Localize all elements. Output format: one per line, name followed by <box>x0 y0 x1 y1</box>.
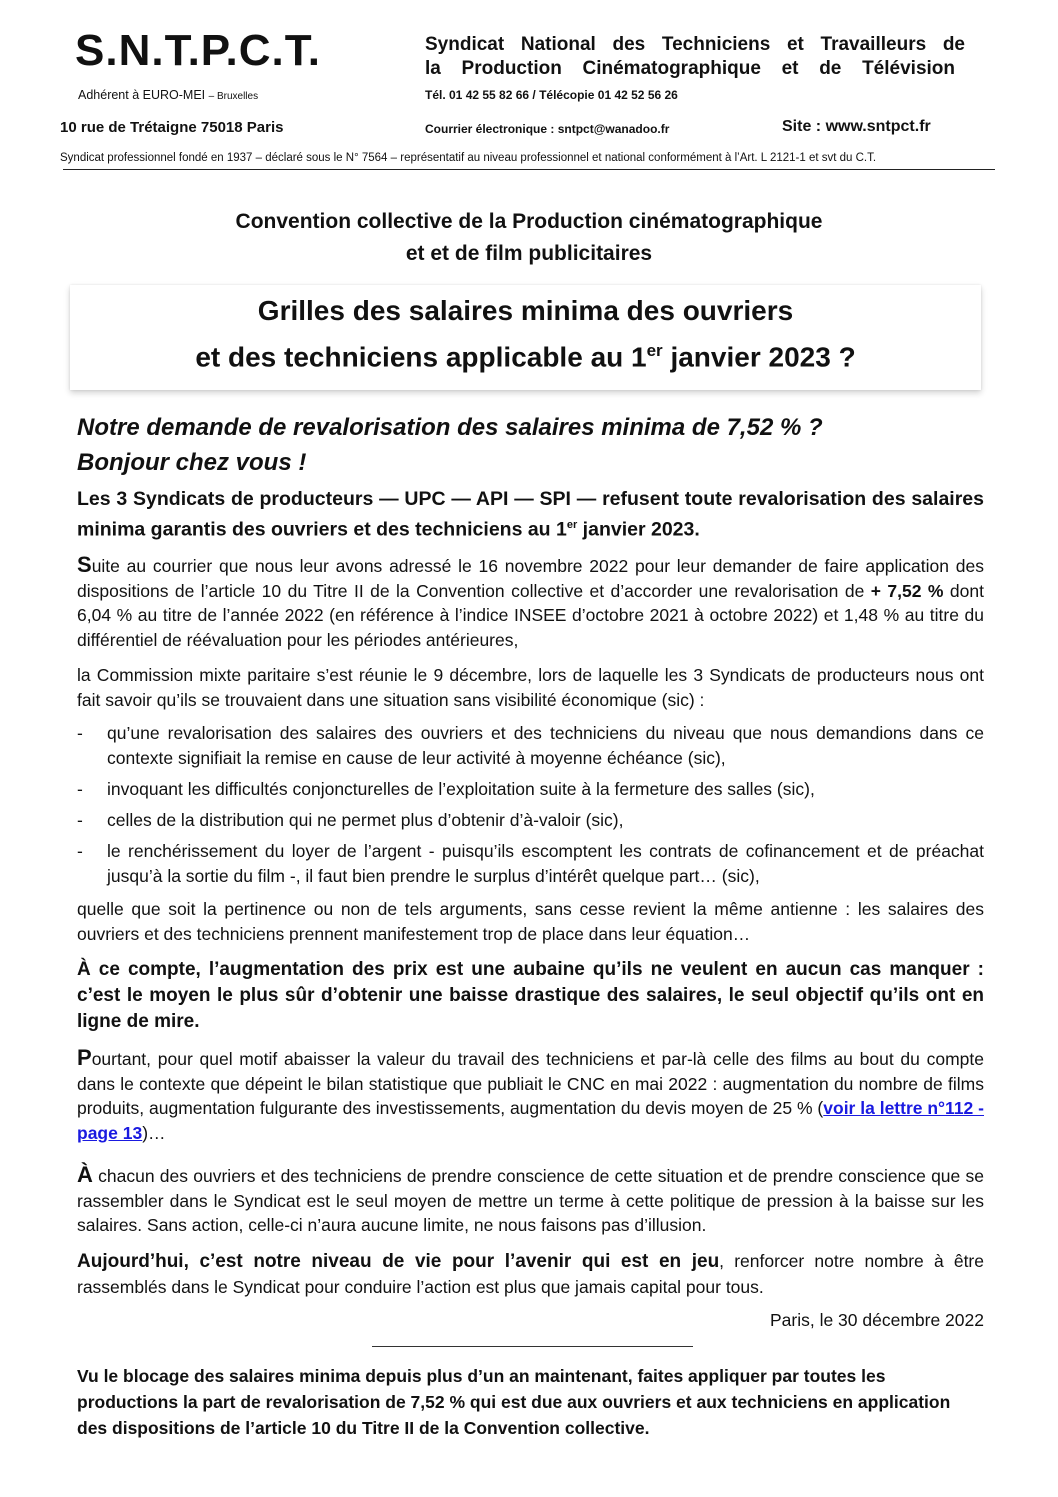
header-divider <box>63 169 995 170</box>
intro-line2: Bonjour chez vous ! <box>77 449 307 476</box>
drop-letter: P <box>77 1045 92 1070</box>
paragraph-2: la Commission mixte paritaire s’est réunie le 9 décembre, lors de laquelle les 3 Syndicats de producteurs nous ont fait savoir qu’ils se trouvaient dans une situation sans visibilité économique (sic) : <box>77 665 984 710</box>
p5-text-b: )… <box>142 1122 166 1143</box>
drop-letter: À <box>77 1162 93 1187</box>
website: Site : www.sntpct.fr <box>782 118 931 135</box>
headline-line2-b: janvier 2023 ? <box>662 341 856 373</box>
headline-line2 <box>70 341 981 373</box>
affiliation-text: Adhérent à EURO-MEI <box>78 88 206 102</box>
p6-text: chacun des ouvriers et des techniciens de prendre conscience de cette situation et de prendre conscience que se rassembler dans le Syndicat est le seul moyen de mettre un terme à cette politique de pression à la baisse sur les salaires. Sans action, celle-ci n’aura aucune limite, ne nous faisons pas d’illusion. <box>77 1166 984 1235</box>
lead-paragraph <box>77 486 984 543</box>
paragraph-5 <box>77 1046 984 1145</box>
bullet-dash: - <box>77 723 83 743</box>
headline-line2-a: et des techniciens applicable au 1 <box>195 341 647 373</box>
lead-sup: er <box>566 519 578 531</box>
intro-line1: Notre demande de revalorisation des salaires minima de 7,52 % ? <box>77 414 823 441</box>
affiliation <box>78 88 258 102</box>
bullet-dash: - <box>77 779 83 799</box>
bullet-item <box>77 808 984 833</box>
address: 10 rue de Trétaigne 75018 Paris <box>60 119 284 136</box>
org-full-name-line1: Syndicat National des Techniciens et Travailleurs de <box>425 34 965 55</box>
bullet-dash: - <box>77 810 83 830</box>
bullet-text: le renchérissement du loyer de l’argent - puisqu’ils escomptent les contrats de cofinancement et de préachat jusqu’à la sortie du film -, il faut bien prendre le surplus d’intérêt quelque part… (sic), <box>107 841 984 886</box>
bullet-text: invoquant les difficultés conjoncturelles de l’exploitation suite à la fermeture des salles (sic), <box>107 779 815 799</box>
phone: Tél. 01 42 55 82 66 / Télécopie 01 42 52 56 26 <box>425 88 678 102</box>
paragraph-6 <box>77 1163 984 1238</box>
lead-text-b: janvier 2023. <box>577 518 700 541</box>
paragraph-4: À ce compte, l’augmentation des prix est une aubaine qu’ils ne veulent en aucun cas manquer : c’est le moyen le plus sûr d’obtenir une baisse drastique des salaires, le seul objectif qu’ils ont en ligne de mire. <box>77 959 984 1032</box>
affiliation-city: – Bruxelles <box>208 91 259 102</box>
p1-text-a: uite au courrier que nous leur avons adressé le 16 novembre 2022 pour leur demander de faire application des dispositions de l’article 10 du Titre II de la Convention collective et d’accorder une revalorisation de <box>77 556 984 601</box>
convention-title-line2: et et de film publicitaires <box>405 242 653 265</box>
paragraph-1 <box>77 553 984 652</box>
bullet-item <box>77 839 984 888</box>
email: Courrier électronique : sntpct@wanadoo.fr <box>425 122 670 136</box>
bullet-item <box>77 777 984 802</box>
paragraph-7 <box>77 1249 984 1299</box>
p7-bold: Aujourd’hui, c’est notre niveau de vie pour l’avenir qui est en jeu <box>77 1251 720 1272</box>
drop-letter: S <box>77 552 92 577</box>
paragraph-3: quelle que soit la pertinence ou non de tels arguments, sans cesse revient la même antienne : les salaires des ouvriers et des techniciens prennent manifestement trop de place dans leur équation… <box>77 899 984 944</box>
bullet-text: qu’une revalorisation des salaires des ouvriers et des techniciens du niveau que nous demandions dans ce contexte signifiait la remise en cause de leur activité à moyenne échéance (sic), <box>107 723 984 768</box>
headline-line1: Grilles des salaires minima des ouvriers <box>257 295 794 326</box>
letter-link[interactable]: voir la lettre n°112 - page 13 <box>77 1098 984 1143</box>
legal-notice: Syndicat professionnel fondé en 1937 – déclaré sous le N° 7564 – représentatif au niveau professionnel et national conformément à l’Art. L 2121-1 et svt du C.T. <box>60 152 877 164</box>
p7-text: , renforcer notre nombre à être rassemblés dans le Syndicat pour conduire l’action est plus que jamais capital pour tous. <box>77 1251 984 1297</box>
org-full-name-line2: la Production Cinématographique et de Télévision <box>425 58 955 79</box>
bullet-item <box>77 721 984 770</box>
p5-text-a: ourtant, pour quel motif abaisser la valeur du travail des techniciens et par-là celle des films au bout du compte dans le contexte que dépeint le bilan statistique que publiait le CNC en mai 2022 : augmentation du nombre de films produits, augmentation fulgurante des investissements, augmentation du devis moyen de 25 % ( <box>77 1049 984 1118</box>
convention-title-line1: Convention collective de la Production cinématographique <box>235 210 823 233</box>
p1-bold: + 7,52 % <box>870 580 944 601</box>
org-short-name: S.N.T.P.C.T. <box>75 26 321 75</box>
separator-line <box>372 1346 693 1347</box>
bullet-dash: - <box>77 841 83 861</box>
closing-statement: Vu le blocage des salaires minima depuis plus d’un an maintenant, faites appliquer par toutes les productions la part de revalorisation de 7,52 % qui est due aux ouvriers et aux techniciens en application des dispositions de l’article 10 du Titre II de la Convention collective. <box>77 1366 951 1438</box>
headline-sup: er <box>646 341 663 360</box>
bullet-text: celles de la distribution qui ne permet plus d’obtenir d’à-valoir (sic), <box>107 810 624 830</box>
p1-text-b: dont 6,04 % au titre de l’année 2022 (en référence à l’indice INSEE d’octobre 2021 à octobre 2022) et 1,48 % au titre du différentiel de réévaluation pour les périodes antérieures, <box>77 580 984 650</box>
date-line: Paris, le 30 décembre 2022 <box>769 1310 984 1330</box>
lead-text-a: Les 3 Syndicats de producteurs — UPC — API — SPI — refusent toute revalorisation des salaires minima garantis des ouvriers et des techniciens au 1 <box>77 488 984 541</box>
headline-box <box>70 285 981 390</box>
